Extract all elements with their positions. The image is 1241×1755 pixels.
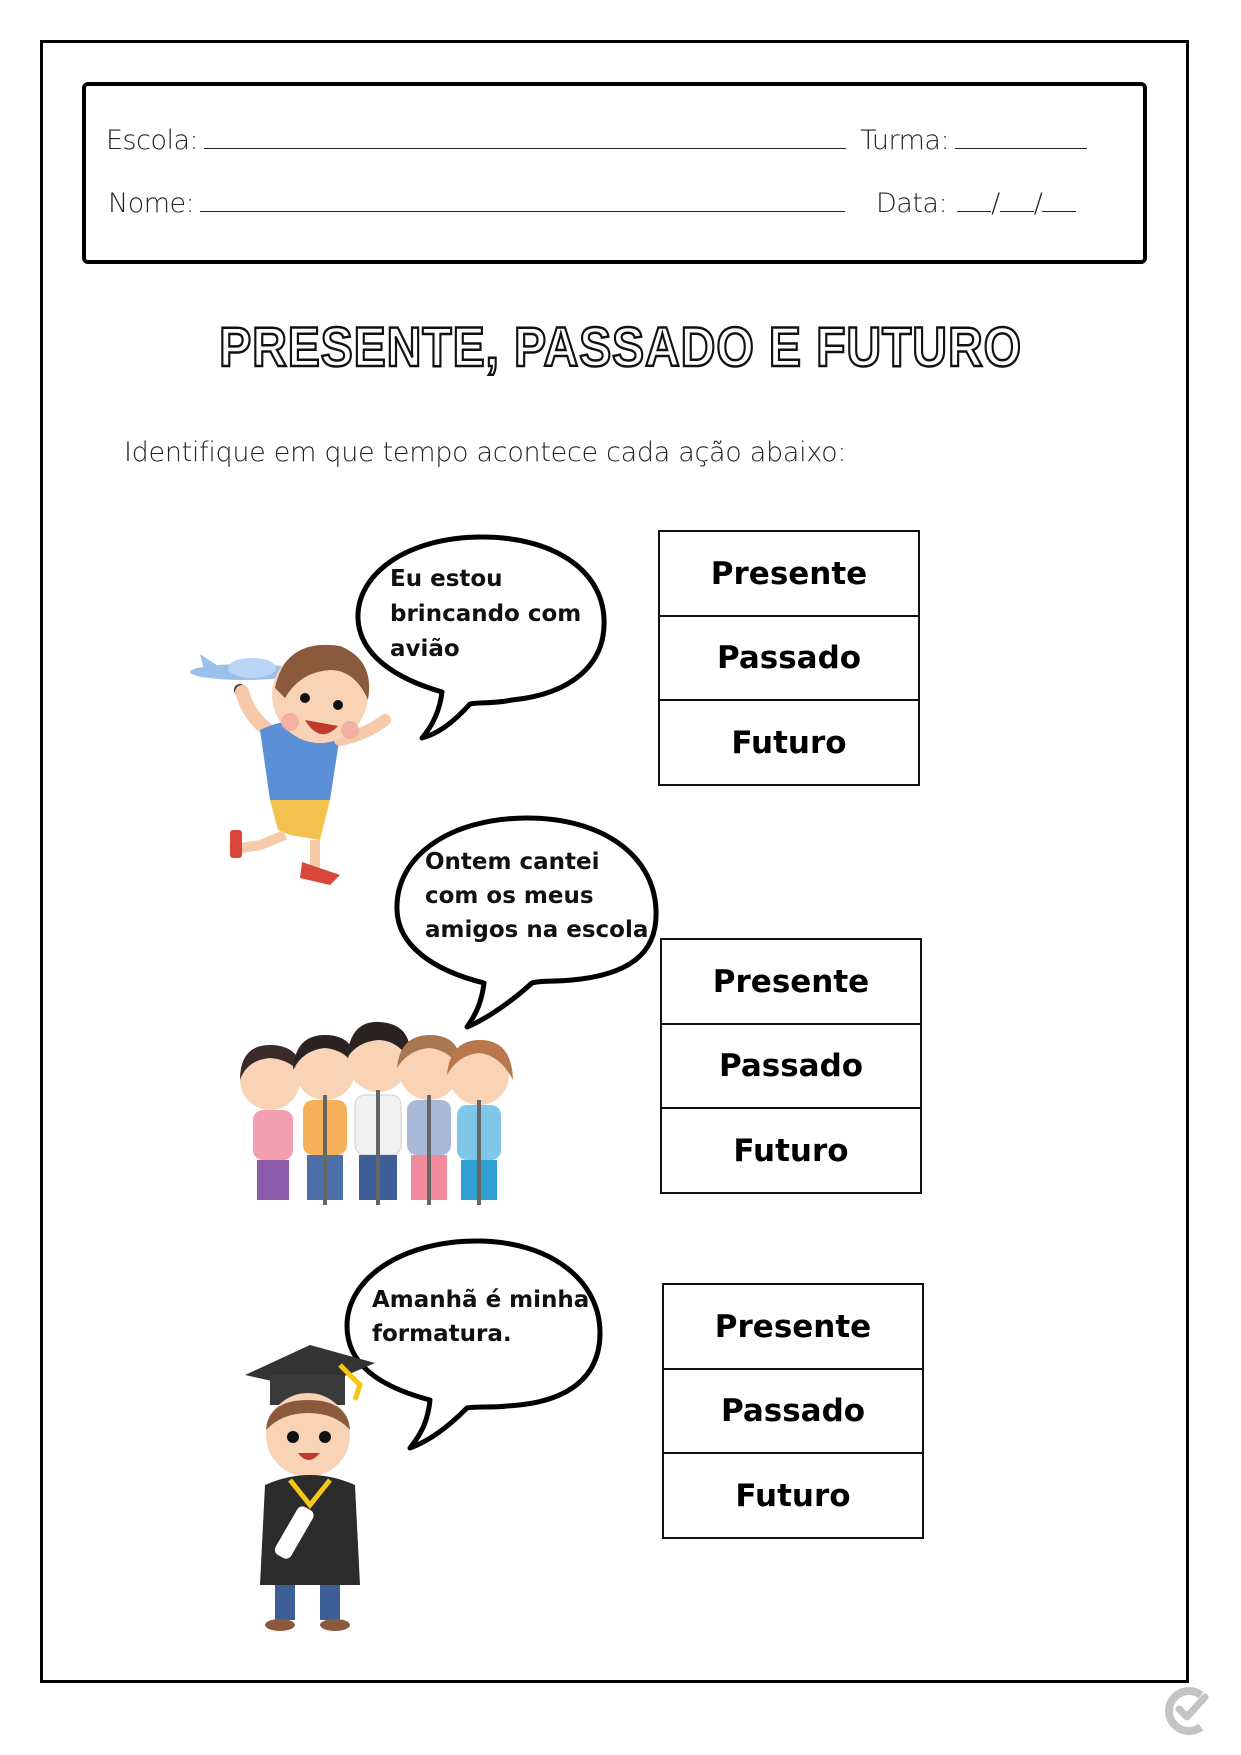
speech-bubble-2 [392, 815, 662, 1030]
instruction-text: Identifique em que tempo acontece cada ação abaixo: [124, 437, 847, 468]
date-field[interactable] [876, 185, 1076, 219]
children-singing-illustration [225, 1000, 530, 1210]
school-label: Escola: [106, 125, 199, 156]
student-info-box [82, 82, 1147, 264]
speech-text-1: Eu estou brincando com avião [390, 566, 582, 662]
checkmark-logo-icon [1163, 1685, 1213, 1735]
page-title: PRESENTE, PASSADO E FUTURO [219, 315, 1022, 378]
class-field[interactable] [860, 122, 1087, 156]
option-futuro[interactable]: Futuro [662, 1452, 924, 1539]
class-input-line[interactable] [955, 122, 1087, 149]
school-input-line[interactable] [204, 122, 846, 149]
school-field[interactable] [106, 122, 846, 156]
option-passado[interactable]: Passado [662, 1368, 924, 1455]
graduate-boy-icon [240, 1345, 380, 1635]
name-input-line[interactable] [200, 185, 845, 212]
option-passado[interactable]: Passado [658, 615, 920, 702]
date-input-line[interactable]: / / [955, 188, 1076, 219]
boy-airplane-icon [190, 640, 410, 890]
options-group-1 [658, 530, 920, 786]
option-passado[interactable]: Passado [660, 1023, 922, 1110]
boy-with-airplane-illustration [190, 640, 410, 890]
options-group-3 [662, 1283, 924, 1539]
speech-text-2: Ontem cantei com os meus amigos na escola [425, 849, 649, 943]
graduate-boy-illustration [240, 1345, 380, 1635]
option-presente[interactable]: Presente [660, 938, 922, 1025]
option-presente[interactable]: Presente [658, 530, 920, 617]
speech-bubble-3 [342, 1238, 607, 1453]
children-singing-icon [225, 1000, 530, 1210]
class-label: Turma: [860, 125, 950, 156]
date-label: Data: [876, 188, 948, 219]
name-field[interactable] [108, 185, 845, 219]
speech-text-3: Amanhã é minha formatura. [372, 1287, 590, 1347]
option-presente[interactable]: Presente [662, 1283, 924, 1370]
option-futuro[interactable]: Futuro [660, 1107, 922, 1194]
options-group-2 [660, 938, 922, 1194]
name-label: Nome: [108, 188, 195, 219]
option-futuro[interactable]: Futuro [658, 699, 920, 786]
